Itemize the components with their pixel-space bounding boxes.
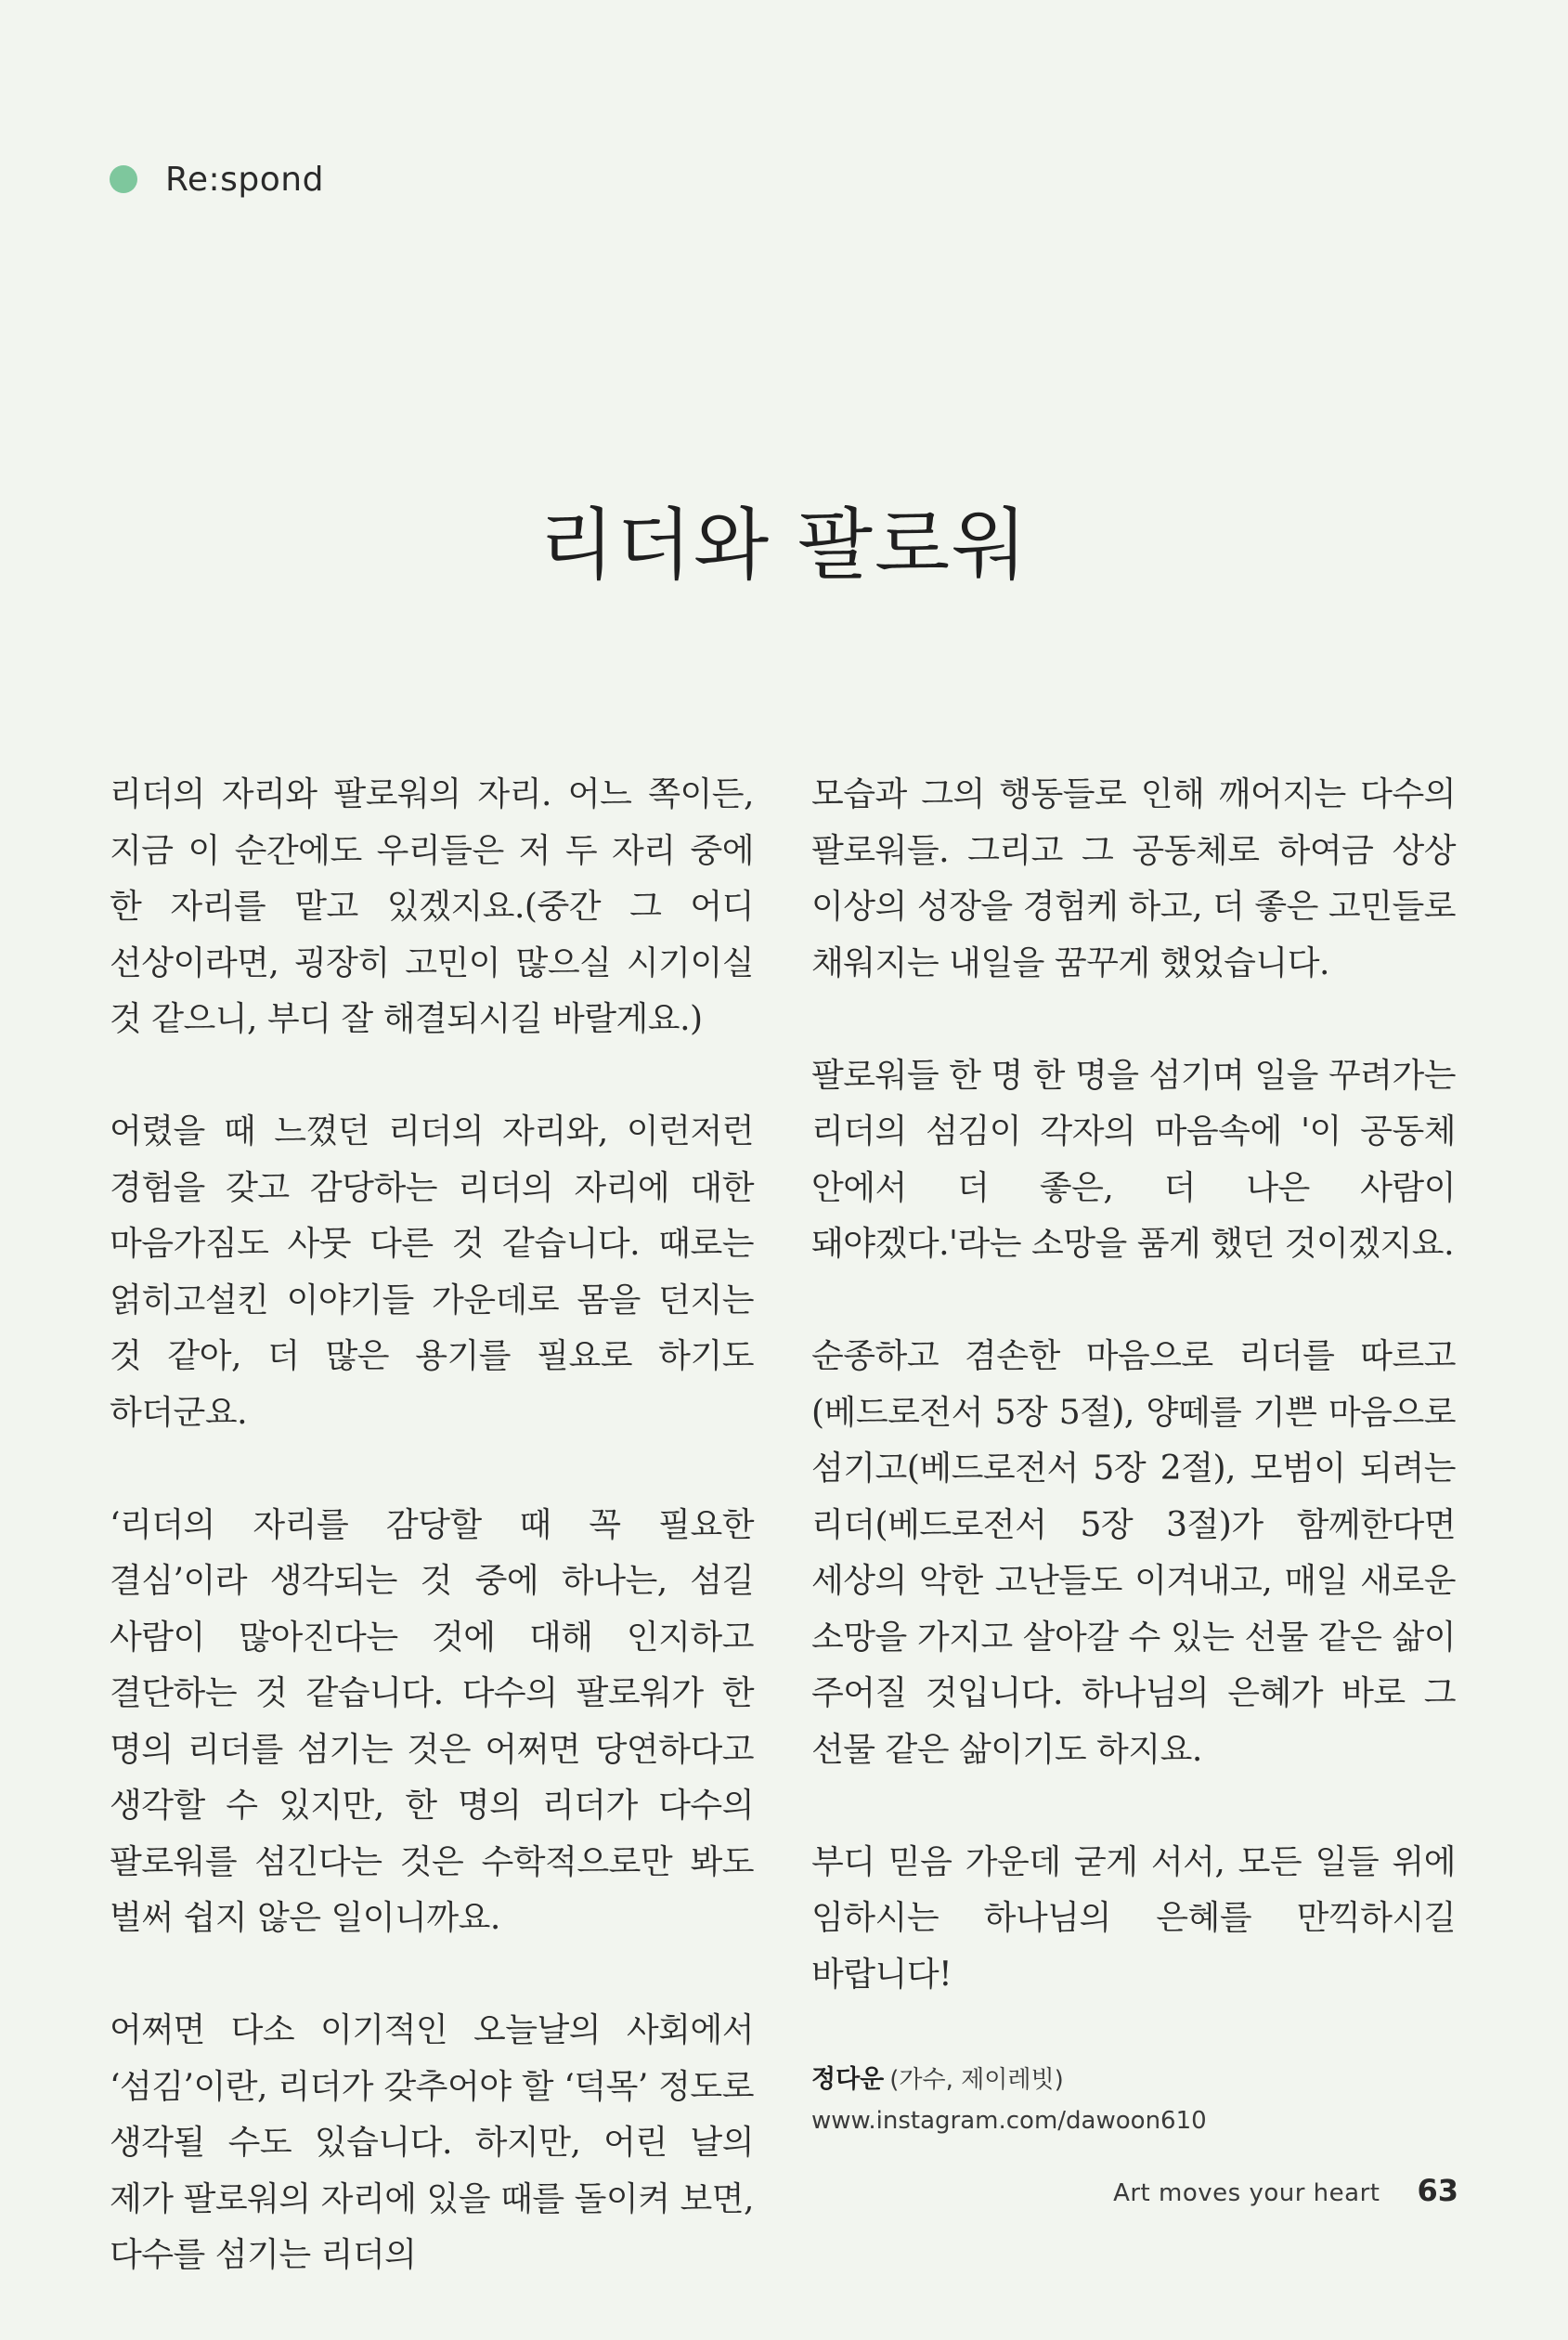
right-column xyxy=(811,767,1456,2141)
paragraph: 순종하고 겸손한 마음으로 리더를 따르고(베드로전서 5장 5절), 양떼를 기쁜 마음으로 섬기고(베드로전서 5장 2절), 모범이 되려는 리더(베드로전서 5장 3절)가 함께한다면 세상의 악한 고난들도 이겨내고, 매일 새로운 소망을 가지고 살아갈 수 있는 선물 같은 삶이 주어질 것입니다. 하나님의 은혜가 바로 그 선물 같은 삶이기도 하지요. xyxy=(811,1337,1456,1769)
author-name: 정다운 xyxy=(811,2064,885,2094)
page-number: 63 xyxy=(1417,2173,1458,2208)
paragraph: 부디 믿음 가운데 굳게 서서, 모든 일들 위에 임하시는 하나님의 은혜를 만끽하시길 바랍니다! xyxy=(811,1842,1456,1994)
footer-tagline: Art moves your heart xyxy=(1113,2179,1380,2207)
section-dot-icon xyxy=(110,165,137,193)
left-column xyxy=(110,767,754,2340)
paragraph: 팔로워들 한 명 한 명을 섬기며 일을 꾸려가는 리더의 섬김이 각자의 마음속에 '이 공동체 안에서 더 좋은, 더 나은 사람이 돼야겠다.'라는 소망을 품게 했던 것이겠지요. xyxy=(811,1056,1456,1263)
page-footer xyxy=(1113,2173,1458,2208)
paragraph: 리더의 자리와 팔로워의 자리. 어느 쪽이든, 지금 이 순간에도 우리들은 저 두 자리 중에 한 자리를 맡고 있겠지요.(중간 그 어디 선상이라면, 굉장히 고민이 많으실 시기이실 것 같으니, 부디 잘 해결되시길 바랄게요.) xyxy=(110,775,754,1038)
section-label: Re:spond xyxy=(165,160,324,199)
paragraph: 모습과 그의 행동들로 인해 깨어지는 다수의 팔로워들. 그리고 그 공동체로 하여금 상상 이상의 성장을 경험케 하고, 더 좋은 고민들로 채워지는 내일을 꿈꾸게 했었습니다. xyxy=(811,775,1456,982)
author-url: www.instagram.com/dawoon610 xyxy=(811,2106,1207,2135)
paragraph: 어렸을 때 느꼈던 리더의 자리와, 이런저런 경험을 갖고 감당하는 리더의 자리에 대한 마음가짐도 사뭇 다른 것 같습니다. 때로는 얽히고설킨 이야기들 가운데로 몸을 던지는 것 같아, 더 많은 용기를 필요로 하기도 하더군요. xyxy=(110,1112,754,1432)
paragraph: ‘리더의 자리를 감당할 때 꼭 필요한 결심’이라 생각되는 것 중에 하나는, 섬길 사람이 많아진다는 것에 대해 인지하고 결단하는 것 같습니다. 다수의 팔로워가 한 명의 리더를 섬기는 것은 어쩌면 당연하다고 생각할 수 있지만, 한 명의 리더가 다수의 팔로워를 섬긴다는 것은 수학적으로만 봐도 벌써 쉽지 않은 일이니까요. xyxy=(110,1505,754,1937)
paragraph: 어쩌면 다소 이기적인 오늘날의 사회에서 ‘섬김’이란, 리더가 갖추어야 할 ‘덕목’ 정도로 생각될 수도 있습니다. 하지만, 어린 날의 제가 팔로워의 자리에 있을 때를 돌이켜 보면, 다수를 섬기는 리더의 xyxy=(110,2011,754,2274)
article-title: 리더와 팔로워 xyxy=(538,500,1030,591)
author-credit xyxy=(811,2060,1456,2141)
section-tag xyxy=(110,156,324,202)
author-role: (가수, 제이레빗) xyxy=(889,2065,1064,2094)
